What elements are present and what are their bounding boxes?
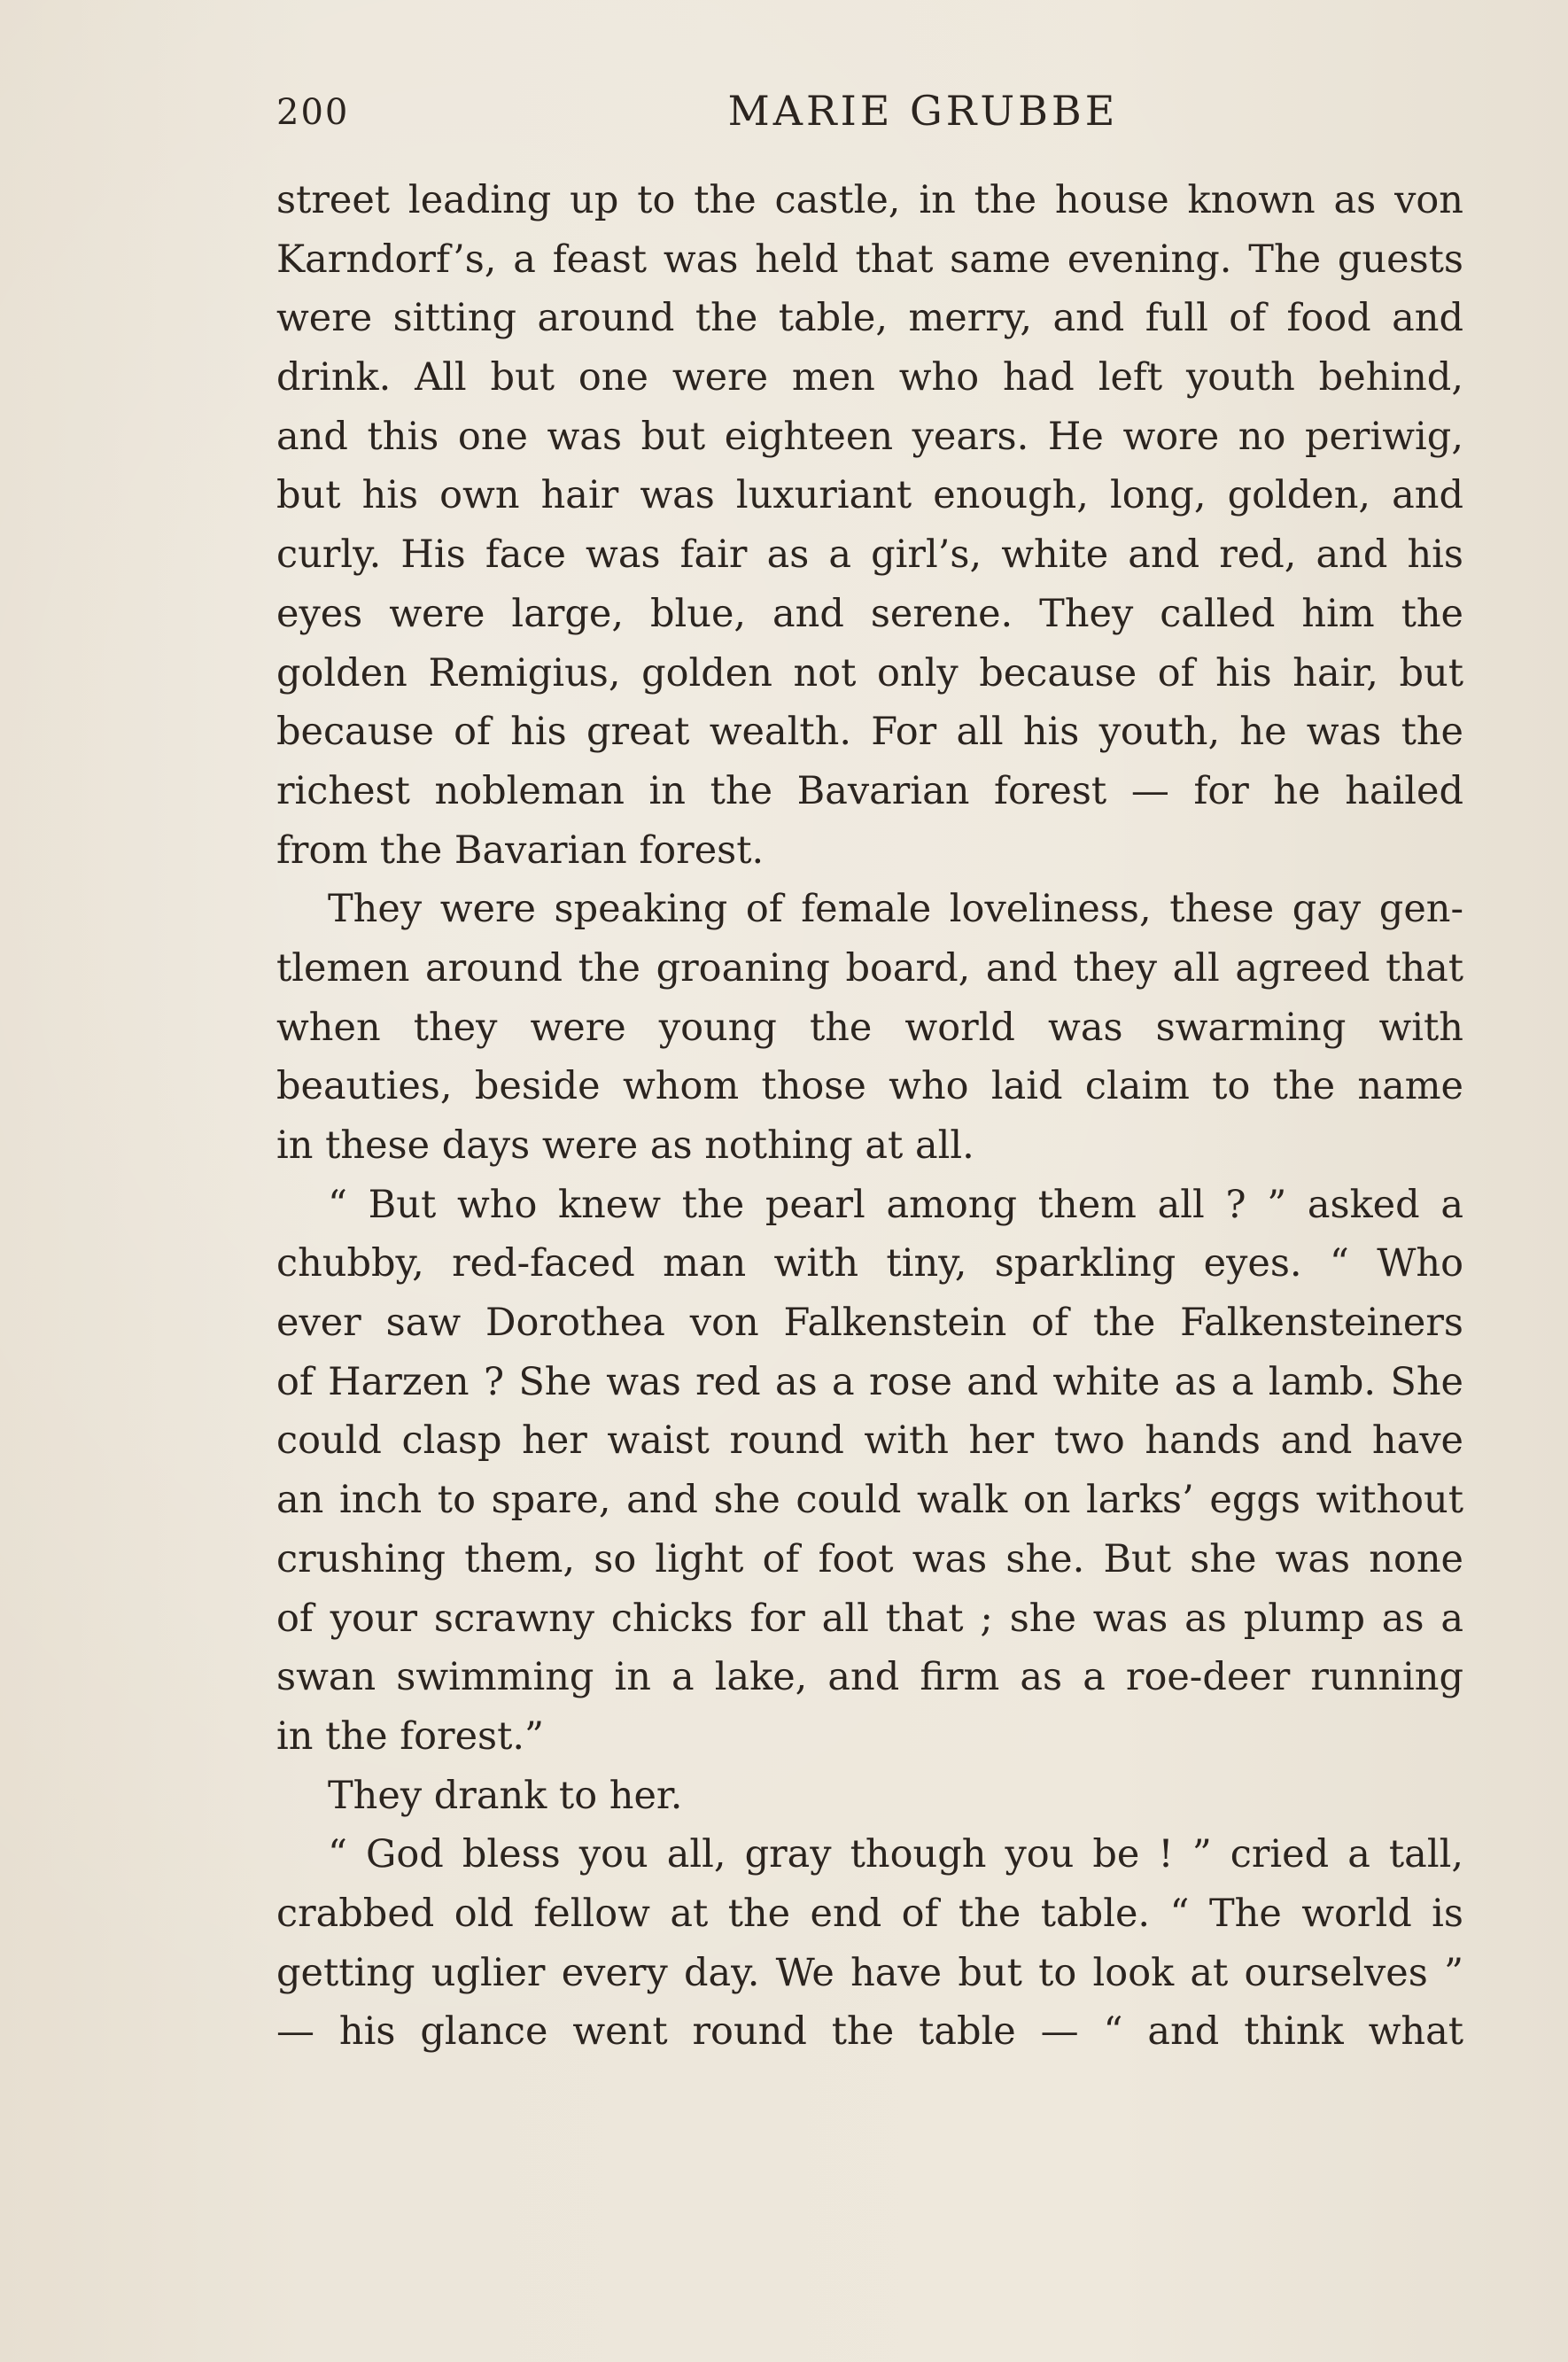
- text-line: in the forest.”: [276, 1713, 545, 1759]
- text-line: of Harzen ? She was red as a rose and white as a lamb. She: [276, 1359, 1463, 1404]
- text-line: golden Remigius, golden not only because of his hair, but: [276, 650, 1463, 695]
- text-line: beauties, beside whom those who laid claim to the name: [276, 1064, 1463, 1109]
- text-line: “ God bless you all, gray though you be ! ” cried a tall,: [328, 1832, 1463, 1877]
- text-line: curly. His face was fair as a girl’s, white and red, and his: [276, 532, 1463, 578]
- text-line: tlemen around the groaning board, and they all agreed that: [276, 945, 1463, 991]
- running-title: MARIE GRUBBE: [727, 87, 1119, 135]
- text-line: They drank to her.: [328, 1773, 683, 1818]
- text-line: crabbed old fellow at the end of the table. “ The world is: [276, 1891, 1463, 1936]
- text-line: because of his great wealth. For all his youth, he was the: [276, 710, 1463, 755]
- text-line: “ But who knew the pearl among them all ? ” asked a: [328, 1182, 1463, 1227]
- page-number: 200: [276, 92, 350, 133]
- text-line: were sitting around the table, merry, and full of food and: [276, 296, 1463, 341]
- text-line: chubby, red-faced man with tiny, sparkling eyes. “ Who: [276, 1241, 1463, 1286]
- text-line: street leading up to the castle, in the house known as von: [276, 178, 1463, 222]
- text-line: when they were young the world was swarming with: [276, 1005, 1463, 1050]
- text-line: swan swimming in a lake, and firm as a roe-deer running: [276, 1655, 1463, 1700]
- body-text: [276, 171, 1463, 2062]
- text-line: from the Bavarian forest.: [276, 827, 765, 873]
- text-line: Karndorf’s, a feast was held that same evening. The guests: [276, 237, 1463, 282]
- text-line: They were speaking of female loveliness, these gay gen-: [328, 887, 1463, 932]
- text-line: getting uglier every day. We have but to look at ourselves ”: [276, 1950, 1463, 1995]
- text-line: an inch to spare, and she could walk on larks’ eggs without: [276, 1478, 1463, 1523]
- text-line: drink. All but one were men who had left youth behind,: [276, 355, 1463, 400]
- text-line: and this one was but eighteen years. He wore no periwig,: [276, 414, 1463, 459]
- text-line: — his glance went round the table — “ and think what: [276, 2009, 1463, 2055]
- text-line: could clasp her waist round with her two hands and have: [276, 1418, 1463, 1464]
- text-line: crushing them, so light of foot was she. But she was none: [276, 1536, 1463, 1581]
- text-line: eyes were large, blue, and serene. They called him the: [276, 591, 1463, 636]
- text-line: but his own hair was luxuriant enough, long, golden, and: [276, 473, 1463, 518]
- text-line: ever saw Dorothea von Falkenstein of the Falkensteiners: [276, 1301, 1463, 1346]
- text-line: of your scrawny chicks for all that ; she was as plump as a: [276, 1596, 1463, 1641]
- page-header: [276, 82, 1463, 144]
- text-line: richest nobleman in the Bavarian forest — for he hailed: [276, 768, 1463, 813]
- text-line: in these days were as nothing at all.: [276, 1123, 974, 1168]
